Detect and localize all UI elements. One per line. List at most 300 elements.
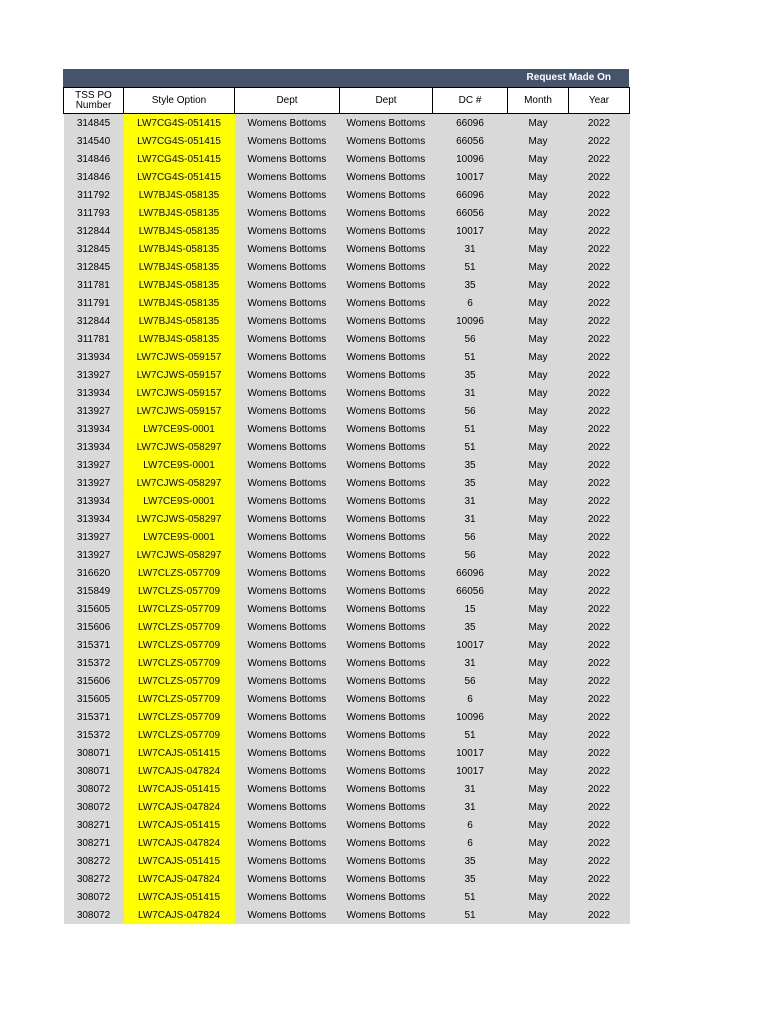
- dept-cell: Womens Bottoms: [235, 564, 340, 582]
- dc-number-cell: 31: [433, 384, 508, 402]
- header-month: Month: [508, 88, 569, 114]
- table-row: [64, 528, 630, 546]
- dept-2-cell: Womens Bottoms: [340, 186, 433, 204]
- dept-2-cell: Womens Bottoms: [340, 330, 433, 348]
- dept-2-cell: Womens Bottoms: [340, 546, 433, 564]
- table-row: [64, 222, 630, 240]
- po-number-cell: 316620: [64, 564, 124, 582]
- table-row: [64, 618, 630, 636]
- year-cell: 2022: [569, 492, 630, 510]
- dc-number-cell: 35: [433, 276, 508, 294]
- dc-number-cell: 35: [433, 618, 508, 636]
- dc-number-cell: 51: [433, 420, 508, 438]
- po-number-cell: 313934: [64, 384, 124, 402]
- style-option-cell: LW7CJWS-058297: [124, 510, 235, 528]
- dept-cell: Womens Bottoms: [235, 384, 340, 402]
- dept-2-cell: Womens Bottoms: [340, 240, 433, 258]
- dept-2-cell: Womens Bottoms: [340, 510, 433, 528]
- table-row: [64, 708, 630, 726]
- month-cell: May: [508, 672, 569, 690]
- dc-number-cell: 6: [433, 294, 508, 312]
- year-cell: 2022: [569, 744, 630, 762]
- table-row: [64, 762, 630, 780]
- year-cell: 2022: [569, 870, 630, 888]
- dc-number-cell: 66056: [433, 132, 508, 150]
- month-cell: May: [508, 222, 569, 240]
- year-cell: 2022: [569, 636, 630, 654]
- dept-cell: Womens Bottoms: [235, 744, 340, 762]
- table-row: [64, 132, 630, 150]
- month-cell: May: [508, 348, 569, 366]
- month-cell: May: [508, 906, 569, 924]
- style-option-cell: LW7CAJS-051415: [124, 744, 235, 762]
- table-row: [64, 294, 630, 312]
- dc-number-cell: 31: [433, 780, 508, 798]
- po-number-cell: 315606: [64, 618, 124, 636]
- po-number-cell: 308071: [64, 744, 124, 762]
- month-cell: May: [508, 528, 569, 546]
- dept-2-cell: Womens Bottoms: [340, 816, 433, 834]
- po-number-cell: 312845: [64, 240, 124, 258]
- style-option-cell: LW7CAJS-047824: [124, 870, 235, 888]
- month-cell: May: [508, 798, 569, 816]
- dc-number-cell: 6: [433, 834, 508, 852]
- dept-2-cell: Womens Bottoms: [340, 852, 433, 870]
- dc-number-cell: 31: [433, 492, 508, 510]
- month-cell: May: [508, 438, 569, 456]
- table-row: [64, 672, 630, 690]
- style-option-cell: LW7CE9S-0001: [124, 492, 235, 510]
- dc-number-cell: 51: [433, 726, 508, 744]
- po-number-cell: 313934: [64, 438, 124, 456]
- po-number-cell: 308071: [64, 762, 124, 780]
- dept-2-cell: Womens Bottoms: [340, 672, 433, 690]
- month-cell: May: [508, 888, 569, 906]
- dept-cell: Womens Bottoms: [235, 690, 340, 708]
- po-number-cell: 313934: [64, 348, 124, 366]
- month-cell: May: [508, 258, 569, 276]
- table-row: [64, 834, 630, 852]
- po-number-cell: 315605: [64, 600, 124, 618]
- po-number-cell: 313927: [64, 402, 124, 420]
- month-cell: May: [508, 654, 569, 672]
- style-option-cell: LW7BJ4S-058135: [124, 240, 235, 258]
- style-option-cell: LW7CJWS-058297: [124, 546, 235, 564]
- month-cell: May: [508, 330, 569, 348]
- month-cell: May: [508, 132, 569, 150]
- dept-cell: Womens Bottoms: [235, 222, 340, 240]
- dc-number-cell: 66096: [433, 186, 508, 204]
- year-cell: 2022: [569, 420, 630, 438]
- style-option-cell: LW7CG4S-051415: [124, 114, 235, 133]
- po-number-cell: 312845: [64, 258, 124, 276]
- table-row: [64, 726, 630, 744]
- month-cell: May: [508, 834, 569, 852]
- dept-cell: Womens Bottoms: [235, 816, 340, 834]
- dept-2-cell: Womens Bottoms: [340, 132, 433, 150]
- dept-cell: Womens Bottoms: [235, 528, 340, 546]
- dept-cell: Womens Bottoms: [235, 330, 340, 348]
- dept-2-cell: Womens Bottoms: [340, 474, 433, 492]
- dept-cell: Womens Bottoms: [235, 600, 340, 618]
- table-row: [64, 582, 630, 600]
- dc-number-cell: 56: [433, 528, 508, 546]
- table-row: [64, 870, 630, 888]
- table-row: [64, 114, 630, 133]
- year-cell: 2022: [569, 258, 630, 276]
- table-row: [64, 258, 630, 276]
- year-cell: 2022: [569, 852, 630, 870]
- dept-2-cell: Womens Bottoms: [340, 150, 433, 168]
- header-dept-2: Dept: [340, 88, 433, 114]
- po-number-cell: 311793: [64, 204, 124, 222]
- table-row: [64, 474, 630, 492]
- dc-number-cell: 66096: [433, 564, 508, 582]
- dept-2-cell: Womens Bottoms: [340, 870, 433, 888]
- table-row: [64, 456, 630, 474]
- style-option-cell: LW7CJWS-058297: [124, 438, 235, 456]
- table-row: [64, 510, 630, 528]
- dept-cell: Womens Bottoms: [235, 204, 340, 222]
- po-number-cell: 313927: [64, 528, 124, 546]
- table-row: [64, 600, 630, 618]
- style-option-cell: LW7BJ4S-058135: [124, 276, 235, 294]
- style-option-cell: LW7CLZS-057709: [124, 726, 235, 744]
- month-cell: May: [508, 816, 569, 834]
- style-option-cell: LW7BJ4S-058135: [124, 258, 235, 276]
- style-option-cell: LW7CJWS-059157: [124, 384, 235, 402]
- table-row: [64, 240, 630, 258]
- header-tss-po-number: TSS PO Number: [64, 88, 124, 114]
- dc-number-cell: 51: [433, 888, 508, 906]
- style-option-cell: LW7CLZS-057709: [124, 708, 235, 726]
- dc-number-cell: 10096: [433, 312, 508, 330]
- dept-2-cell: Womens Bottoms: [340, 690, 433, 708]
- dept-cell: Womens Bottoms: [235, 150, 340, 168]
- dc-number-cell: 66056: [433, 582, 508, 600]
- dc-number-cell: 66096: [433, 114, 508, 133]
- style-option-cell: LW7CAJS-047824: [124, 834, 235, 852]
- table-row: [64, 690, 630, 708]
- po-number-cell: 315606: [64, 672, 124, 690]
- style-option-cell: LW7CLZS-057709: [124, 636, 235, 654]
- style-option-cell: LW7CLZS-057709: [124, 600, 235, 618]
- dept-2-cell: Womens Bottoms: [340, 528, 433, 546]
- dc-number-cell: 56: [433, 330, 508, 348]
- po-number-cell: 312844: [64, 222, 124, 240]
- po-number-cell: 308072: [64, 780, 124, 798]
- month-cell: May: [508, 294, 569, 312]
- style-option-cell: LW7CG4S-051415: [124, 168, 235, 186]
- month-cell: May: [508, 366, 569, 384]
- month-cell: May: [508, 852, 569, 870]
- month-cell: May: [508, 474, 569, 492]
- dc-number-cell: 56: [433, 402, 508, 420]
- dept-cell: Womens Bottoms: [235, 582, 340, 600]
- po-number-cell: 314846: [64, 168, 124, 186]
- po-number-cell: 308072: [64, 798, 124, 816]
- dept-cell: Womens Bottoms: [235, 114, 340, 133]
- dept-2-cell: Womens Bottoms: [340, 456, 433, 474]
- table-row: [64, 744, 630, 762]
- month-cell: May: [508, 618, 569, 636]
- year-cell: 2022: [569, 132, 630, 150]
- dept-cell: Womens Bottoms: [235, 312, 340, 330]
- dept-2-cell: Womens Bottoms: [340, 798, 433, 816]
- dc-number-cell: 10017: [433, 222, 508, 240]
- po-number-cell: 313934: [64, 492, 124, 510]
- year-cell: 2022: [569, 456, 630, 474]
- month-cell: May: [508, 150, 569, 168]
- dept-2-cell: Womens Bottoms: [340, 420, 433, 438]
- dept-cell: Womens Bottoms: [235, 402, 340, 420]
- year-cell: 2022: [569, 438, 630, 456]
- year-cell: 2022: [569, 528, 630, 546]
- dept-2-cell: Womens Bottoms: [340, 708, 433, 726]
- dept-cell: Womens Bottoms: [235, 420, 340, 438]
- year-cell: 2022: [569, 708, 630, 726]
- table-row: [64, 636, 630, 654]
- year-cell: 2022: [569, 384, 630, 402]
- table-row: [64, 330, 630, 348]
- dept-2-cell: Womens Bottoms: [340, 780, 433, 798]
- month-cell: May: [508, 600, 569, 618]
- style-option-cell: LW7CE9S-0001: [124, 528, 235, 546]
- dept-2-cell: Womens Bottoms: [340, 366, 433, 384]
- dept-cell: Womens Bottoms: [235, 798, 340, 816]
- table-row: [64, 276, 630, 294]
- po-number-cell: 314845: [64, 114, 124, 133]
- style-option-cell: LW7CLZS-057709: [124, 654, 235, 672]
- year-cell: 2022: [569, 762, 630, 780]
- po-number-cell: 313927: [64, 366, 124, 384]
- dc-number-cell: 10096: [433, 708, 508, 726]
- month-cell: May: [508, 402, 569, 420]
- dc-number-cell: 35: [433, 474, 508, 492]
- po-number-cell: 315605: [64, 690, 124, 708]
- year-cell: 2022: [569, 312, 630, 330]
- style-option-cell: LW7CE9S-0001: [124, 456, 235, 474]
- style-option-cell: LW7CLZS-057709: [124, 690, 235, 708]
- po-number-cell: 313927: [64, 474, 124, 492]
- dc-number-cell: 35: [433, 366, 508, 384]
- table-row: [64, 168, 630, 186]
- po-number-cell: 308072: [64, 906, 124, 924]
- month-cell: May: [508, 636, 569, 654]
- table-row: [64, 906, 630, 924]
- po-number-cell: 308271: [64, 834, 124, 852]
- dept-2-cell: Womens Bottoms: [340, 294, 433, 312]
- po-number-cell: 308271: [64, 816, 124, 834]
- style-option-cell: LW7CAJS-047824: [124, 762, 235, 780]
- month-cell: May: [508, 582, 569, 600]
- style-option-cell: LW7CLZS-057709: [124, 582, 235, 600]
- dept-cell: Womens Bottoms: [235, 366, 340, 384]
- dept-cell: Womens Bottoms: [235, 456, 340, 474]
- dept-cell: Womens Bottoms: [235, 870, 340, 888]
- header-style-option: Style Option: [124, 88, 235, 114]
- table-row: [64, 186, 630, 204]
- year-cell: 2022: [569, 816, 630, 834]
- month-cell: May: [508, 186, 569, 204]
- header-row: [64, 88, 630, 114]
- dept-cell: Womens Bottoms: [235, 708, 340, 726]
- year-cell: 2022: [569, 654, 630, 672]
- month-cell: May: [508, 510, 569, 528]
- dc-number-cell: 51: [433, 258, 508, 276]
- year-cell: 2022: [569, 726, 630, 744]
- dept-cell: Womens Bottoms: [235, 654, 340, 672]
- po-number-cell: 311781: [64, 276, 124, 294]
- po-number-cell: 314540: [64, 132, 124, 150]
- dept-2-cell: Womens Bottoms: [340, 744, 433, 762]
- po-number-cell: 313927: [64, 546, 124, 564]
- month-cell: May: [508, 114, 569, 133]
- dept-2-cell: Womens Bottoms: [340, 348, 433, 366]
- dept-2-cell: Womens Bottoms: [340, 564, 433, 582]
- table-row: [64, 348, 630, 366]
- dc-number-cell: 10096: [433, 150, 508, 168]
- dept-2-cell: Womens Bottoms: [340, 906, 433, 924]
- dept-2-cell: Womens Bottoms: [340, 276, 433, 294]
- table-row: [64, 564, 630, 582]
- year-cell: 2022: [569, 294, 630, 312]
- year-cell: 2022: [569, 510, 630, 528]
- style-option-cell: LW7CLZS-057709: [124, 618, 235, 636]
- dept-2-cell: Womens Bottoms: [340, 258, 433, 276]
- table-row: [64, 312, 630, 330]
- dept-2-cell: Womens Bottoms: [340, 582, 433, 600]
- dept-2-cell: Womens Bottoms: [340, 384, 433, 402]
- month-cell: May: [508, 240, 569, 258]
- po-number-cell: 313927: [64, 456, 124, 474]
- po-table: [63, 87, 630, 924]
- dc-number-cell: 31: [433, 654, 508, 672]
- dc-number-cell: 51: [433, 438, 508, 456]
- month-cell: May: [508, 492, 569, 510]
- dc-number-cell: 35: [433, 870, 508, 888]
- dept-cell: Womens Bottoms: [235, 510, 340, 528]
- dept-cell: Womens Bottoms: [235, 348, 340, 366]
- po-number-cell: 308072: [64, 888, 124, 906]
- year-cell: 2022: [569, 402, 630, 420]
- table-row: [64, 438, 630, 456]
- year-cell: 2022: [569, 240, 630, 258]
- table-row: [64, 798, 630, 816]
- month-cell: May: [508, 384, 569, 402]
- dc-number-cell: 35: [433, 456, 508, 474]
- dept-cell: Womens Bottoms: [235, 240, 340, 258]
- po-number-cell: 314846: [64, 150, 124, 168]
- dept-2-cell: Womens Bottoms: [340, 600, 433, 618]
- year-cell: 2022: [569, 618, 630, 636]
- year-cell: 2022: [569, 474, 630, 492]
- table-row: [64, 402, 630, 420]
- dept-2-cell: Womens Bottoms: [340, 312, 433, 330]
- dc-number-cell: 10017: [433, 762, 508, 780]
- year-cell: 2022: [569, 798, 630, 816]
- po-number-cell: 315371: [64, 636, 124, 654]
- dept-cell: Womens Bottoms: [235, 906, 340, 924]
- po-number-cell: 315372: [64, 654, 124, 672]
- dept-2-cell: Womens Bottoms: [340, 438, 433, 456]
- dept-cell: Womens Bottoms: [235, 474, 340, 492]
- po-number-cell: 315371: [64, 708, 124, 726]
- month-cell: May: [508, 762, 569, 780]
- po-number-cell: 313934: [64, 510, 124, 528]
- year-cell: 2022: [569, 672, 630, 690]
- po-number-cell: 312844: [64, 312, 124, 330]
- dept-2-cell: Womens Bottoms: [340, 168, 433, 186]
- month-cell: May: [508, 456, 569, 474]
- month-cell: May: [508, 564, 569, 582]
- dept-2-cell: Womens Bottoms: [340, 492, 433, 510]
- po-number-cell: 311791: [64, 294, 124, 312]
- dept-cell: Womens Bottoms: [235, 780, 340, 798]
- table-row: [64, 366, 630, 384]
- dept-2-cell: Womens Bottoms: [340, 762, 433, 780]
- year-cell: 2022: [569, 906, 630, 924]
- table-row: [64, 654, 630, 672]
- table-row: [64, 420, 630, 438]
- style-option-cell: LW7CAJS-047824: [124, 906, 235, 924]
- dept-2-cell: Womens Bottoms: [340, 834, 433, 852]
- dc-number-cell: 15: [433, 600, 508, 618]
- dept-2-cell: Womens Bottoms: [340, 654, 433, 672]
- month-cell: May: [508, 870, 569, 888]
- year-cell: 2022: [569, 690, 630, 708]
- dc-number-cell: 6: [433, 816, 508, 834]
- year-cell: 2022: [569, 834, 630, 852]
- year-cell: 2022: [569, 366, 630, 384]
- year-cell: 2022: [569, 276, 630, 294]
- style-option-cell: LW7CAJS-051415: [124, 852, 235, 870]
- po-number-cell: 311781: [64, 330, 124, 348]
- dept-2-cell: Womens Bottoms: [340, 636, 433, 654]
- style-option-cell: LW7CG4S-051415: [124, 132, 235, 150]
- style-option-cell: LW7CE9S-0001: [124, 420, 235, 438]
- dept-2-cell: Womens Bottoms: [340, 618, 433, 636]
- dept-cell: Womens Bottoms: [235, 132, 340, 150]
- month-cell: May: [508, 690, 569, 708]
- po-number-cell: 308272: [64, 852, 124, 870]
- request-made-on-banner: Request Made On: [63, 69, 629, 87]
- po-number-cell: 315849: [64, 582, 124, 600]
- year-cell: 2022: [569, 564, 630, 582]
- year-cell: 2022: [569, 330, 630, 348]
- month-cell: May: [508, 276, 569, 294]
- dept-cell: Womens Bottoms: [235, 762, 340, 780]
- dept-cell: Womens Bottoms: [235, 438, 340, 456]
- style-option-cell: LW7CAJS-051415: [124, 780, 235, 798]
- dc-number-cell: 6: [433, 690, 508, 708]
- year-cell: 2022: [569, 780, 630, 798]
- month-cell: May: [508, 204, 569, 222]
- month-cell: May: [508, 546, 569, 564]
- year-cell: 2022: [569, 582, 630, 600]
- dept-2-cell: Womens Bottoms: [340, 204, 433, 222]
- style-option-cell: LW7CLZS-057709: [124, 672, 235, 690]
- po-number-cell: 315372: [64, 726, 124, 744]
- dept-2-cell: Womens Bottoms: [340, 222, 433, 240]
- dept-cell: Womens Bottoms: [235, 186, 340, 204]
- style-option-cell: LW7BJ4S-058135: [124, 330, 235, 348]
- dc-number-cell: 56: [433, 546, 508, 564]
- dept-cell: Womens Bottoms: [235, 168, 340, 186]
- table-row: [64, 204, 630, 222]
- year-cell: 2022: [569, 114, 630, 133]
- style-option-cell: LW7BJ4S-058135: [124, 294, 235, 312]
